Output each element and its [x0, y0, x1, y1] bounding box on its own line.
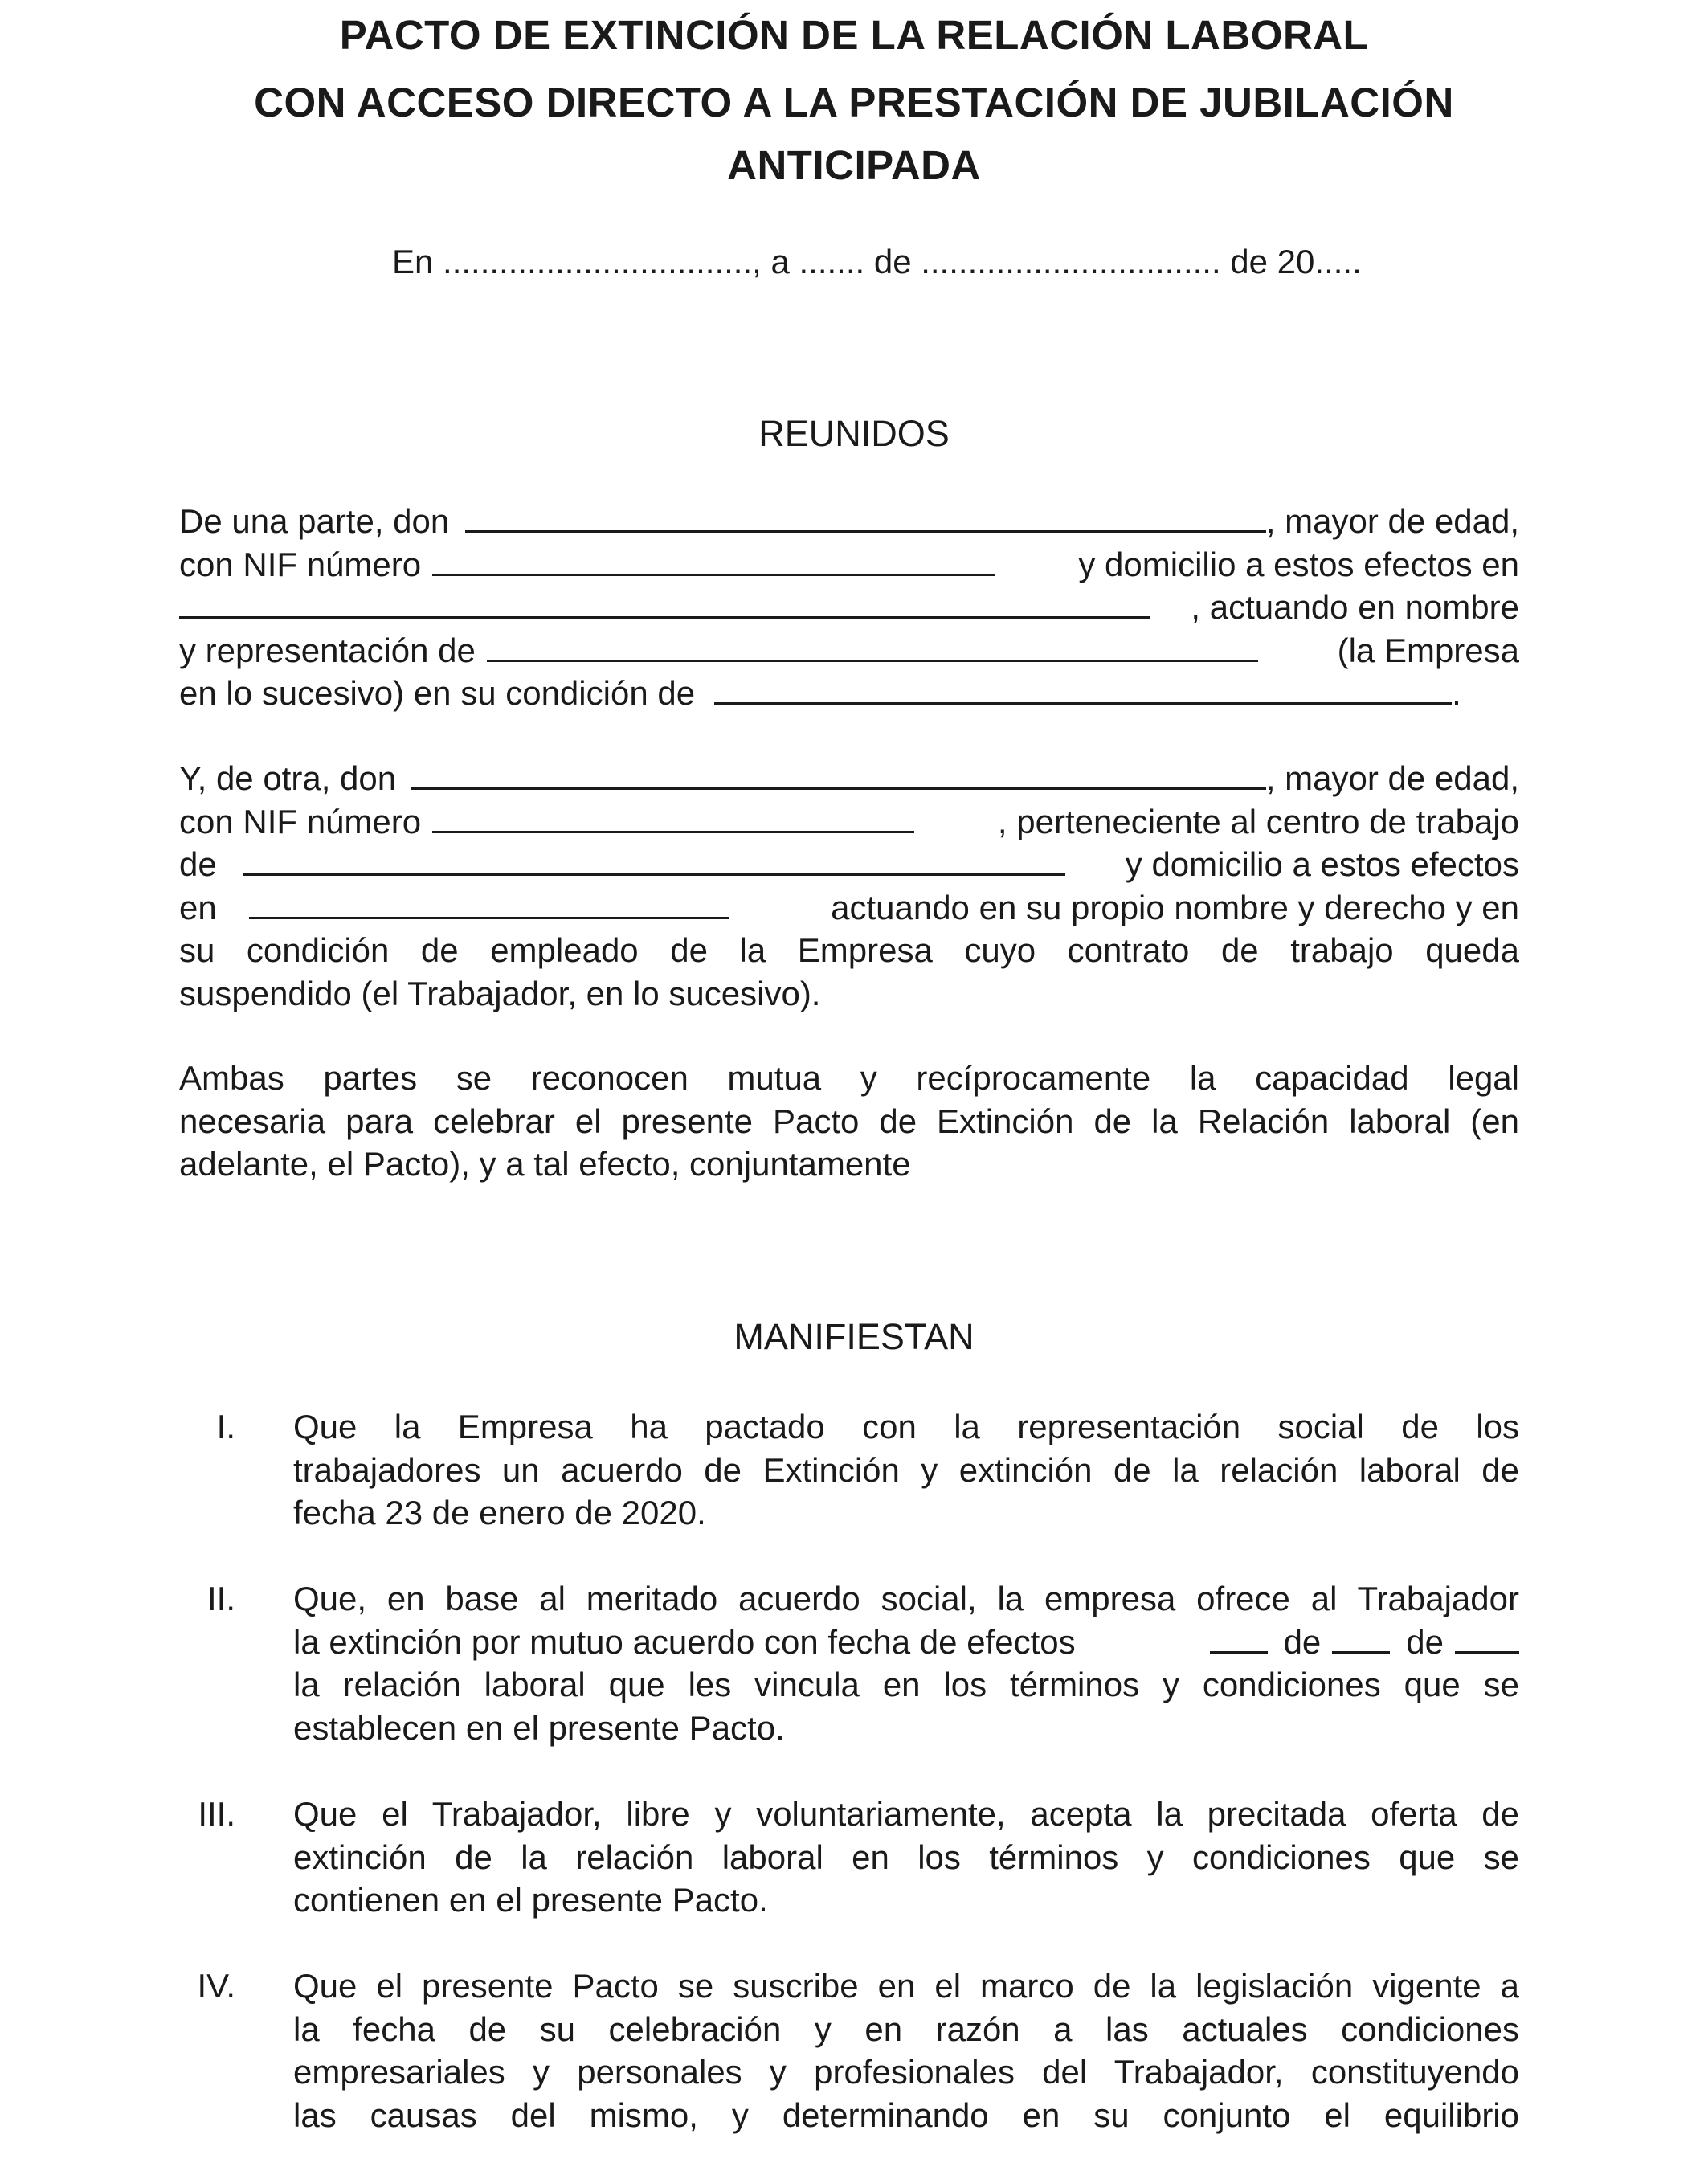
text-line	[179, 543, 1519, 587]
text-line	[179, 629, 1519, 673]
fill-in-blank-empresa[interactable]	[487, 632, 1258, 662]
text-fragment: , mayor de edad,	[1265, 759, 1519, 797]
text-fragment: .	[1452, 674, 1461, 712]
ambas-partes-paragraph	[179, 1057, 1519, 1186]
text-fragment: en	[179, 888, 217, 926]
fill-in-blank-anio[interactable]	[1455, 1624, 1519, 1654]
text-line: la relación laboral que les vincula en los términos y condiciones que se	[293, 1666, 1519, 1703]
text-line	[179, 672, 1519, 715]
fill-in-blank-dia[interactable]	[1210, 1624, 1268, 1654]
manifiestan-heading: MANIFIESTAN	[733, 1316, 975, 1357]
text-line: establecen en el presente Pacto.	[293, 1708, 785, 1747]
text-line: su condición de empleado de la Empresa cuyo contrato de trabajo queda	[179, 931, 1519, 969]
fill-in-blank-centro-trabajo[interactable]	[243, 846, 1065, 876]
item-number: IV.	[197, 1967, 235, 2005]
text-line	[179, 800, 1519, 844]
item-number: II.	[206, 1580, 235, 1617]
text-line: las causas del mismo, y determinando en su conjunto el equilibrio	[293, 2095, 1519, 2134]
text-fragment: De una parte, don	[179, 502, 450, 540]
text-line: Que la Empresa ha pactado con la representación social de los	[293, 1408, 1519, 1445]
item-text	[293, 1965, 1519, 2136]
text-fragment: , actuando en nombre	[1191, 588, 1519, 626]
item-number: III.	[198, 1795, 235, 1833]
reunidos-parte-empresa	[179, 500, 1519, 715]
text-line: extinción de la relación laboral en los términos y condiciones que se	[293, 1838, 1519, 1876]
text-line	[179, 500, 1519, 543]
text-fragment: (la Empresa	[1337, 631, 1519, 669]
fill-in-blank-domicilio[interactable]	[179, 589, 1150, 619]
text-line: necesaria para celebrar el presente Pacto de Extinción de la Relación laboral (en	[179, 1102, 1519, 1140]
fill-in-blank-mes[interactable]	[1332, 1624, 1390, 1654]
title-line-3: ANTICIPADA	[727, 142, 981, 188]
text-fragment: , mayor de edad,	[1265, 502, 1519, 540]
fill-in-blank-condicion[interactable]	[714, 675, 1452, 705]
item-text	[293, 1793, 1519, 1922]
fill-in-blank-nif-trabajador[interactable]	[432, 803, 914, 833]
text-fragment: en lo sucesivo) en su condición de	[179, 674, 696, 712]
text-fragment: de	[179, 845, 217, 883]
text-line: Ambas partes se reconocen mutua y recíprocamente la capacidad legal	[179, 1059, 1519, 1097]
text-fragment: y domicilio a estos efectos	[1125, 845, 1519, 883]
text-fragment: Y, de otra, don	[179, 759, 397, 797]
text-line: Que el Trabajador, libre y voluntariamente, acepta la precitada oferta de	[293, 1795, 1519, 1833]
title-line-2: CON ACCESO DIRECTO A LA PRESTACIÓN DE JUBILACIÓN	[254, 80, 1454, 125]
place-date-line: En ................................., a ....... de ................................ de 20.....	[392, 243, 1362, 280]
fill-in-blank-nombre-trabajador[interactable]	[411, 760, 1266, 790]
reunidos-parte-trabajador	[179, 757, 1519, 1015]
text-fragment: de	[1406, 1622, 1444, 1661]
text-line: fecha 23 de enero de 2020.	[293, 1494, 706, 1531]
item-number: I.	[216, 1408, 235, 1445]
fill-in-blank-nif[interactable]	[432, 546, 995, 576]
text-line	[179, 757, 1519, 800]
text-line: empresariales y personales y profesionales del Trabajador, constituyendo	[293, 2053, 1519, 2091]
fill-in-blank-domicilio-trabajador[interactable]	[249, 889, 729, 919]
text-line: contienen en el presente Pacto.	[293, 1881, 768, 1919]
text-line: Que, en base al meritado acuerdo social, la empresa ofrece al Trabajador	[293, 1580, 1519, 1617]
text-line	[293, 1621, 1519, 1664]
text-fragment: de	[1283, 1622, 1322, 1661]
text-line	[179, 586, 1519, 629]
text-line: Que el presente Pacto se suscribe en el marco de la legislación vigente a	[293, 1967, 1519, 2005]
reunidos-heading: REUNIDOS	[758, 413, 950, 454]
text-line	[179, 843, 1519, 886]
text-fragment: con NIF número	[179, 802, 422, 840]
fill-in-blank-nombre[interactable]	[465, 503, 1266, 533]
text-fragment: , perteneciente al centro de trabajo	[997, 802, 1519, 840]
text-line	[179, 886, 1519, 930]
title-line-1: PACTO DE EXTINCIÓN DE LA RELACIÓN LABORAL	[339, 12, 1369, 58]
text-fragment: la extinción por mutuo acuerdo con fecha de efectos	[293, 1622, 1076, 1661]
text-fragment: actuando en su propio nombre y derecho y en	[831, 888, 1519, 926]
item-text	[293, 1577, 1519, 1749]
document-title	[0, 2, 1708, 199]
text-line: trabajadores un acuerdo de Extinción y extinción de la relación laboral de	[293, 1450, 1519, 1489]
text-fragment: y domicilio a estos efectos en	[1078, 545, 1519, 583]
text-line: suspendido (el Trabajador, en lo sucesivo).	[179, 974, 821, 1012]
item-text	[293, 1405, 1519, 1535]
text-line: la fecha de su celebración y en razón a las actuales condiciones	[293, 2010, 1519, 2048]
text-fragment: y representación de	[179, 631, 476, 669]
text-line: adelante, el Pacto), y a tal efecto, conjuntamente	[179, 1145, 911, 1183]
text-fragment: con NIF número	[179, 545, 422, 583]
